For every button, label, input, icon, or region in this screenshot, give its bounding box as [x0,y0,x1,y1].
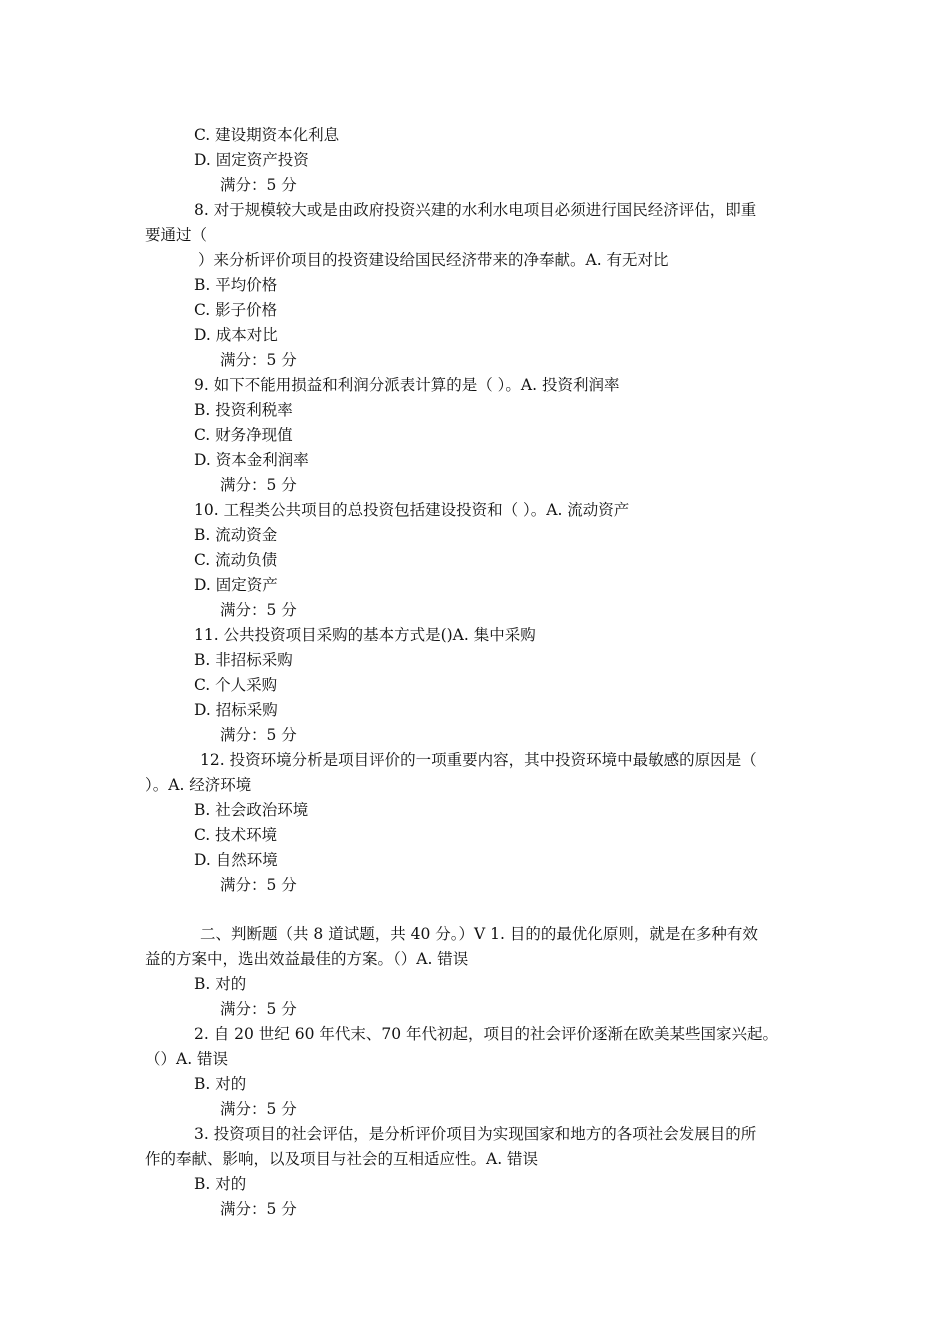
question-8-cont-2: ）来分析评价项目的投资建设给国民经济带来的净奉献。A. 有无对比 [198,251,669,269]
question-8-cont: 要通过（ [145,226,208,244]
option-b-q11: B. 非招标采购 [194,651,293,669]
option-b-j3: B. 对的 [194,1175,247,1193]
score-q8: 满分：5 分 [220,351,297,369]
option-d-q11: D. 招标采购 [194,701,278,719]
option-d-q9: D. 资本金利润率 [194,451,309,469]
option-c-q12: C. 技术环境 [194,826,278,844]
question-11: 11. 公共投资项目采购的基本方式是()A. 集中采购 [194,626,536,644]
question-12: 12. 投资环境分析是项目评价的一项重要内容，其中投资环境中最敏感的原因是（ [200,751,757,769]
section-judgment-heading: 二、判断题（共 8 道试题，共 40 分。）V 1. 目的的最优化原则，就是在多种有效 [200,925,758,943]
option-b-j2: B. 对的 [194,1075,247,1093]
score-q7: 满分：5 分 [220,176,297,194]
judgment-q2: 2. 自 20 世纪 60 年代末、70 年代初起，项目的社会评价逐渐在欧美某些国家兴起。 [194,1025,779,1043]
option-c-q10: C. 流动负债 [194,551,278,569]
option-b-q10: B. 流动资金 [194,526,278,544]
option-d-q7: D. 固定资产投资 [194,151,309,169]
option-c-q9: C. 财务净现值 [194,426,293,444]
option-b-q12: B. 社会政治环境 [194,801,309,819]
option-b-q8: B. 平均价格 [194,276,278,294]
question-9: 9. 如下不能用损益和利润分派表计算的是（ ）。A. 投资利润率 [194,376,620,394]
score-j2: 满分：5 分 [220,1100,297,1118]
score-j3: 满分：5 分 [220,1200,297,1218]
option-c-q7: C. 建设期资本化利息 [194,126,340,144]
option-d-q10: D. 固定资产 [194,576,278,594]
option-c-q8: C. 影子价格 [194,301,278,319]
score-q12: 满分：5 分 [220,876,297,894]
judgment-q3: 3. 投资项目的社会评估，是分析评价项目为实现国家和地方的各项社会发展目的所 [194,1125,757,1143]
judgment-q3-cont: 作的奉献、影响，以及项目与社会的互相适应性。A. 错误 [145,1150,539,1168]
option-b-q9: B. 投资利税率 [194,401,293,419]
option-c-q11: C. 个人采购 [194,676,278,694]
question-8: 8. 对于规模较大或是由政府投资兴建的水利水电项目必须进行国民经济评估，即重 [194,201,757,219]
option-b-j1: B. 对的 [194,975,247,993]
question-10: 10. 工程类公共项目的总投资包括建设投资和（ ）。A. 流动资产 [194,501,630,519]
question-12-cont: ）。A. 经济环境 [145,776,252,794]
judgment-q1-cont: 益的方案中，选出效益最佳的方案。（）A. 错误 [145,950,469,968]
score-j1: 满分：5 分 [220,1000,297,1018]
score-q9: 满分：5 分 [220,476,297,494]
judgment-q2-cont: （）A. 错误 [145,1050,229,1068]
option-d-q12: D. 自然环境 [194,851,278,869]
score-q10: 满分：5 分 [220,601,297,619]
score-q11: 满分：5 分 [220,726,297,744]
option-d-q8: D. 成本对比 [194,326,278,344]
